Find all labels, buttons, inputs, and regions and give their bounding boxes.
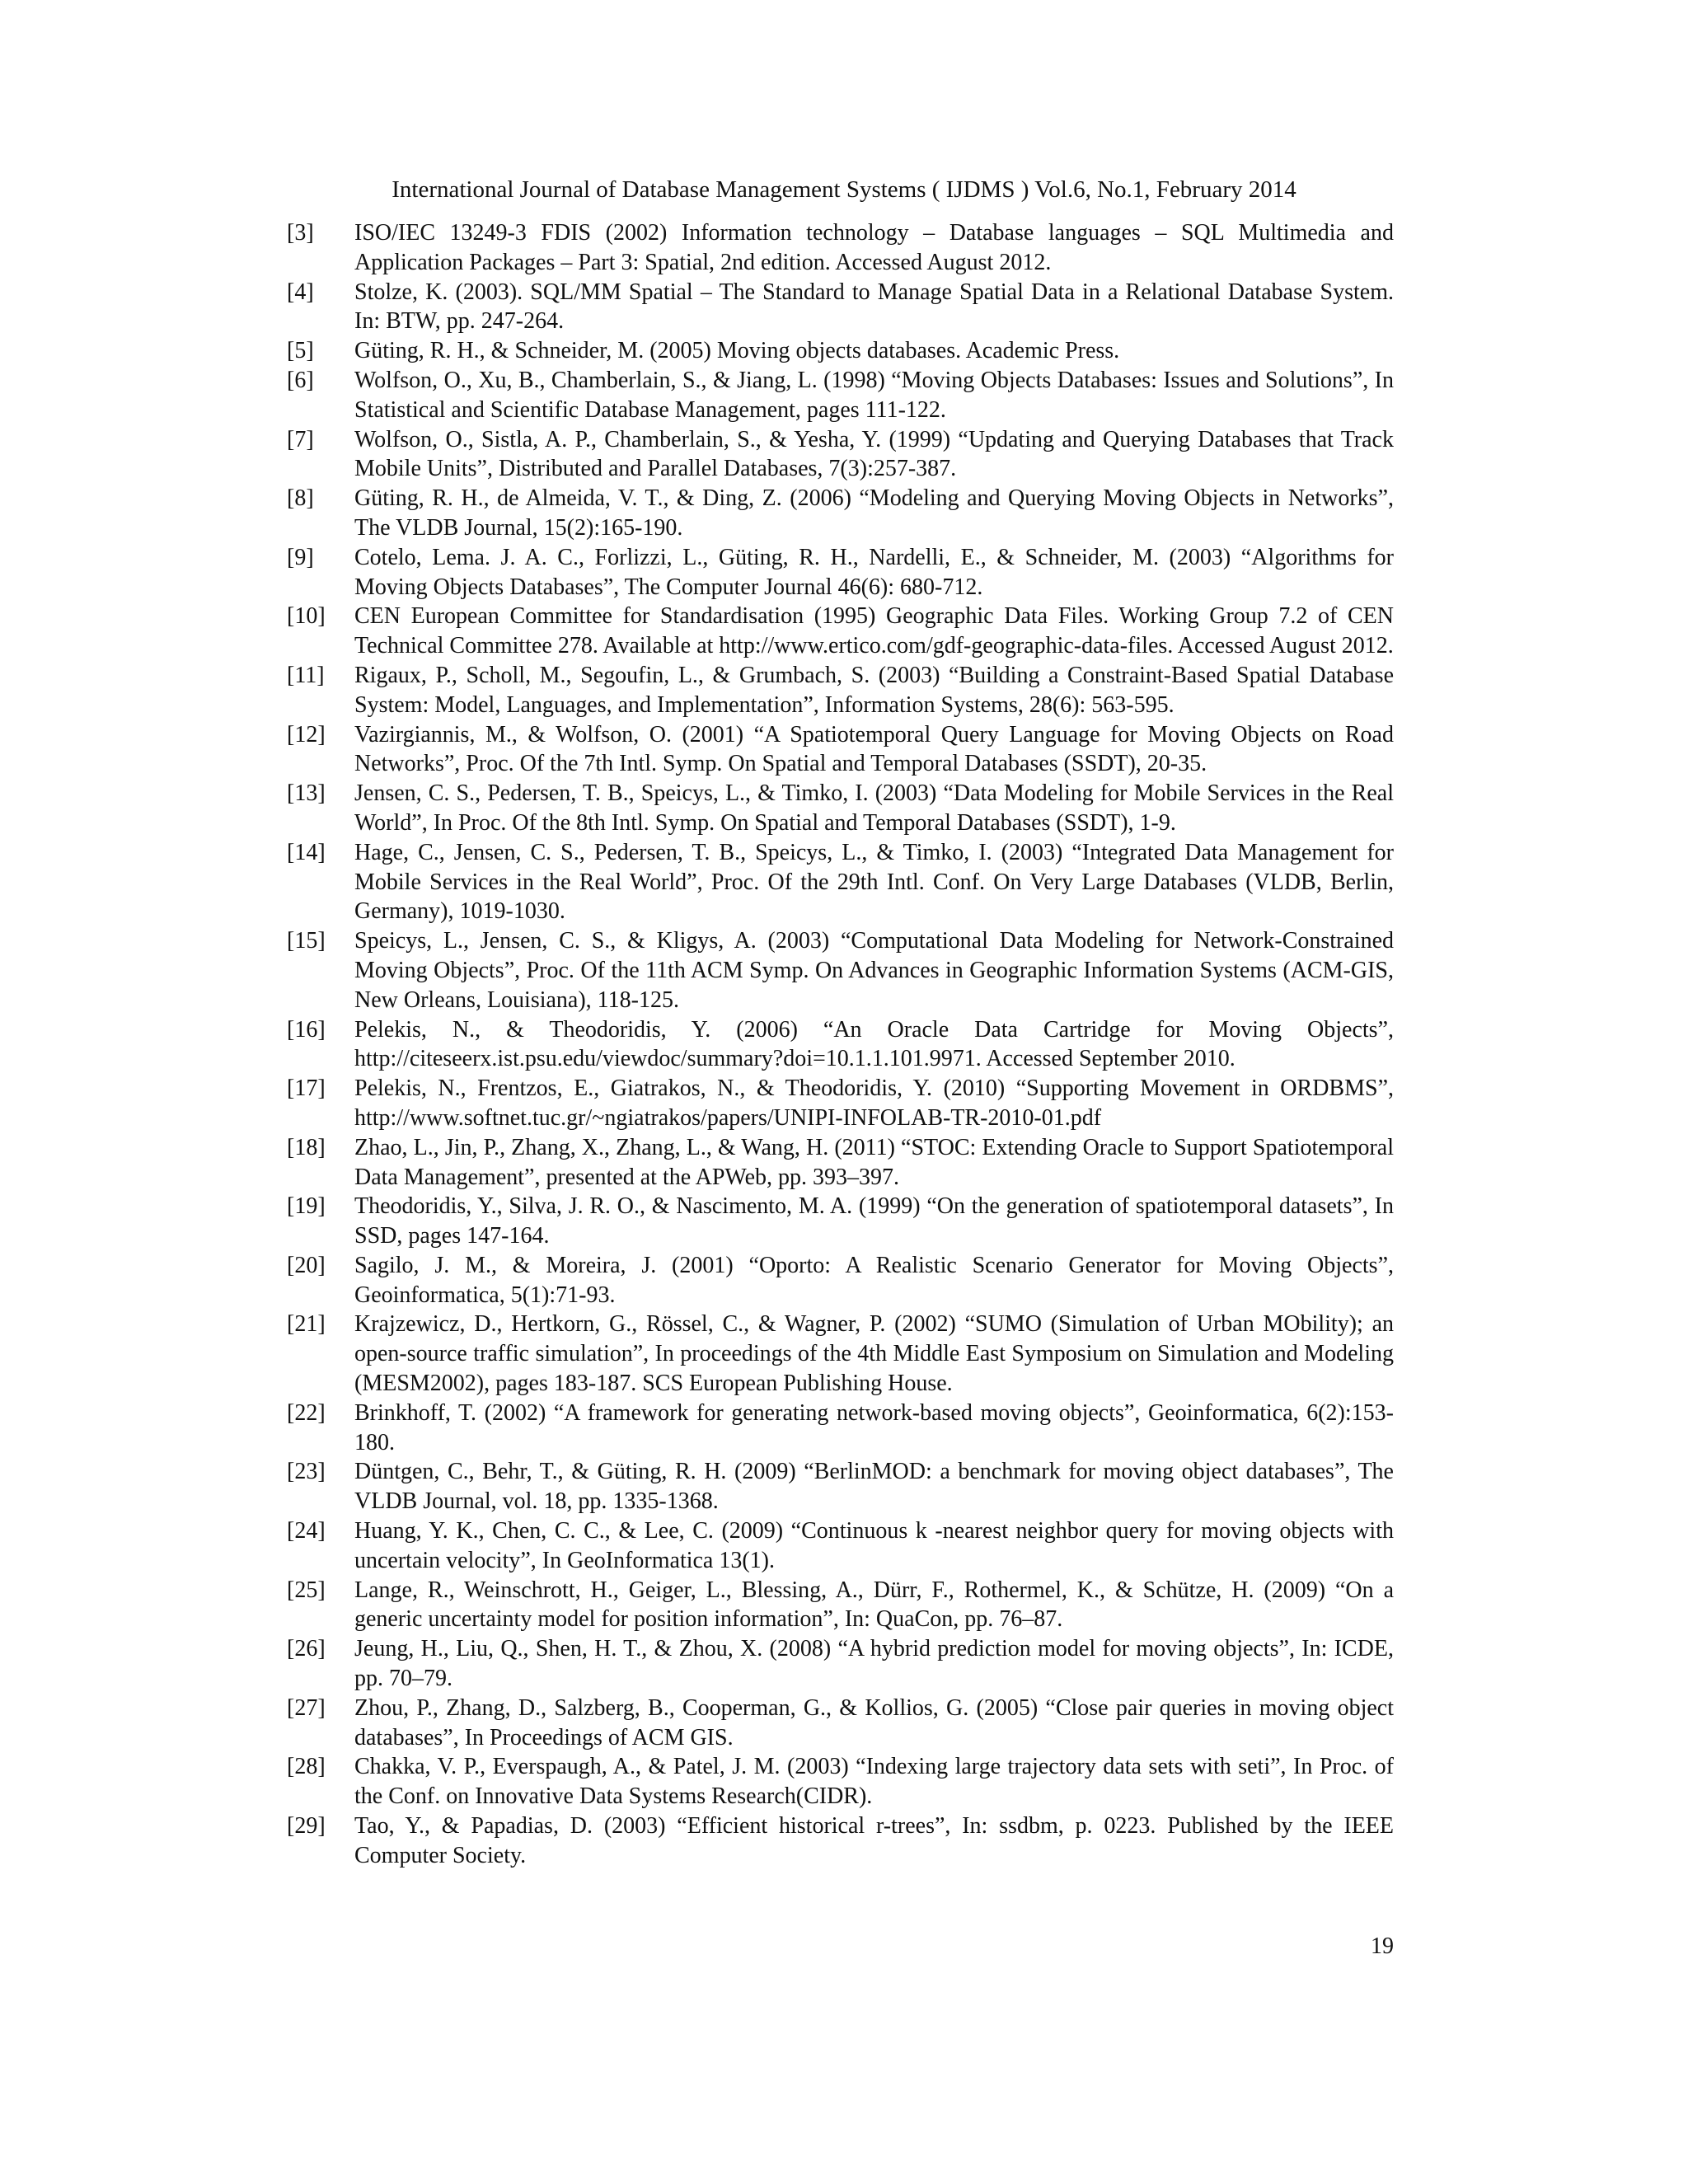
reference-item (287, 1399, 1394, 1458)
reference-text: Huang, Y. K., Chen, C. C., & Lee, C. (2009) “Continuous k -nearest neighbor query for moving objects with uncertain velocity”, In GeoInformatica 13(1). (354, 1518, 1394, 1573)
reference-number: [18] (287, 1134, 326, 1160)
reference-text: Rigaux, P., Scholl, M., Segoufin, L., & Grumbach, S. (2003) “Building a Constraint-Based Spatial Database System: Model, Languages, and Implementation”, Information Systems, 28(6): 563-595. (354, 662, 1394, 718)
reference-item (287, 926, 1394, 1015)
reference-item (287, 366, 1394, 425)
reference-item (287, 218, 1394, 278)
reference-text: Krajzewicz, D., Hertkorn, G., Rössel, C., & Wagner, P. (2002) “SUMO (Simulation of Urban MObility); an open-source traffic simulation”, In proceedings of the 4th Middle East Symposium on Simulation and Modeling (MESM2002), pages 183-187. SCS European Publishing House. (354, 1311, 1394, 1397)
reference-text: ISO/IEC 13249-3 FDIS (2002) Information technology – Database languages – SQL Multimedia and Application Packages – Part 3: Spatial, 2nd edition. Accessed August 2012. (354, 220, 1394, 275)
reference-item (287, 1192, 1394, 1251)
reference-number: [20] (287, 1252, 326, 1278)
reference-number: [5] (287, 338, 314, 364)
reference-item (287, 278, 1394, 337)
reference-text: Sagilo, J. M., & Moreira, J. (2001) “Oporto: A Realistic Scenario Generator for Moving Objects”, Geoinformatica, 5(1):71-93. (354, 1252, 1394, 1308)
reference-number: [7] (287, 426, 314, 452)
reference-number: [22] (287, 1399, 326, 1426)
reference-text: Pelekis, N., Frentzos, E., Giatrakos, N., & Theodoridis, Y. (2010) “Supporting Movement in ORDBMS”, http://www.softnet.tuc.gr/~ngiatrakos/papers/UNIPI-INFOLAB-TR-2010-01.pdf (354, 1076, 1394, 1131)
reference-text: Cotelo, Lema. J. A. C., Forlizzi, L., Güting, R. H., Nardelli, E., & Schneider, M. (2003) “Algorithms for Moving Objects Databases”, The Computer Journal 46(6): 680-712. (354, 544, 1394, 600)
reference-text: Güting, R. H., & Schneider, M. (2005) Moving objects databases. Academic Press. (354, 338, 1120, 364)
reference-item (287, 1251, 1394, 1310)
reference-number: [6] (287, 367, 314, 393)
reference-item (287, 602, 1394, 661)
reference-text: Tao, Y., & Papadias, D. (2003) “Efficient historical r-trees”, In: ssdbm, p. 0223. Published by the IEEE Computer Society. (354, 1813, 1394, 1868)
reference-text: Jeung, H., Liu, Q., Shen, H. T., & Zhou, X. (2008) “A hybrid prediction model for moving objects”, In: ICDE, pp. 70–79. (354, 1636, 1394, 1692)
reference-item (287, 1634, 1394, 1694)
reference-item (287, 1310, 1394, 1398)
reference-text: Zhou, P., Zhang, D., Salzberg, B., Cooperman, G., & Kollios, G. (2005) “Close pair queries in moving object databases”, In Proceedings of ACM GIS. (354, 1694, 1394, 1750)
reference-item (287, 484, 1394, 543)
reference-text: Theodoridis, Y., Silva, J. R. O., & Nascimento, M. A. (1999) “On the generation of spatiotemporal datasets”, In SSD, pages 147-164. (354, 1193, 1394, 1249)
reference-text: Düntgen, C., Behr, T., & Güting, R. H. (2009) “BerlinMOD: a benchmark for moving object databases”, The VLDB Journal, vol. 18, pp. 1335-1368. (354, 1459, 1394, 1515)
reference-number: [12] (287, 721, 326, 748)
reference-text: Lange, R., Weinschrott, H., Geiger, L., Blessing, A., Dürr, F., Rothermel, K., & Schütze, H. (2009) “On a generic uncertainty model for position information”, In: QuaCon, pp. 76–87. (354, 1577, 1394, 1633)
reference-text: Vazirgiannis, M., & Wolfson, O. (2001) “A Spatiotemporal Query Language for Moving Objects on Road Networks”, Proc. Of the 7th Intl. Symp. On Spatial and Temporal Databases (SSDT), 20-35. (354, 721, 1394, 777)
reference-text: Jensen, C. S., Pedersen, T. B., Speicys, L., & Timko, I. (2003) “Data Modeling for Mobile Services in the Real World”, In Proc. Of the 8th Intl. Symp. On Spatial and Temporal Databases (SSDT), 1-9. (354, 780, 1394, 836)
reference-text: Chakka, V. P., Everspaugh, A., & Patel, J. M. (2003) “Indexing large trajectory data sets with seti”, In Proc. of the Conf. on Innovative Data Systems Research(CIDR). (354, 1754, 1394, 1810)
reference-number: [21] (287, 1311, 326, 1338)
reference-text: Zhao, L., Jin, P., Zhang, X., Zhang, L., & Wang, H. (2011) “STOC: Extending Oracle to Support Spatiotemporal Data Management”, presented at the APWeb, pp. 393–397. (354, 1134, 1394, 1190)
reference-item (287, 336, 1394, 366)
reference-number: [3] (287, 220, 314, 246)
reference-number: [24] (287, 1518, 326, 1544)
reference-item (287, 838, 1394, 926)
reference-number: [29] (287, 1813, 326, 1840)
reference-number: [10] (287, 603, 326, 630)
reference-text: Speicys, L., Jensen, C. S., & Kligys, A. (2003) “Computational Data Modeling for Network-Constrained Moving Objects”, Proc. Of the 11th ACM Symp. On Advances in Geographic Information Systems (ACM-GIS, New Orleans, Louisiana), 118-125. (354, 928, 1394, 1013)
reference-item (287, 1811, 1394, 1871)
reference-text: Güting, R. H., de Almeida, V. T., & Ding, Z. (2006) “Modeling and Querying Moving Objects in Networks”, The VLDB Journal, 15(2):165-190. (354, 485, 1394, 541)
reference-number: [17] (287, 1076, 326, 1102)
reference-number: [23] (287, 1459, 326, 1485)
reference-text: Pelekis, N., & Theodoridis, Y. (2006) “An Oracle Data Cartridge for Moving Objects”, http://citeseerx.ist.psu.edu/viewdoc/summary?doi=10.1.1.101.9971. Accessed September 2010. (354, 1016, 1394, 1072)
reference-item (287, 1752, 1394, 1811)
reference-number: [27] (287, 1694, 326, 1721)
reference-item (287, 1133, 1394, 1193)
reference-number: [28] (287, 1754, 326, 1780)
reference-text: Hage, C., Jensen, C. S., Pedersen, T. B., Speicys, L., & Timko, I. (2003) “Integrated Data Management for Mobile Services in the Real World”, Proc. Of the 29th Intl. Conf. On Very Large Databases (VLDB, Berlin, Germany), 1019-1030. (354, 839, 1394, 925)
reference-item (287, 543, 1394, 602)
reference-item (287, 1074, 1394, 1133)
reference-item (287, 1015, 1394, 1075)
reference-item (287, 661, 1394, 720)
reference-number: [16] (287, 1016, 326, 1043)
reference-text: Stolze, K. (2003). SQL/MM Spatial – The Standard to Manage Spatial Data in a Relational Database System. In: BTW, pp. 247-264. (354, 279, 1394, 335)
reference-text: Wolfson, O., Xu, B., Chamberlain, S., & Jiang, L. (1998) “Moving Objects Databases: Issues and Solutions”, In Statistical and Scientific Database Management, pages 111-122. (354, 367, 1394, 423)
reference-number: [11] (287, 662, 325, 688)
reference-item (287, 425, 1394, 485)
reference-item (287, 779, 1394, 838)
reference-number: [25] (287, 1577, 326, 1603)
reference-number: [4] (287, 279, 314, 305)
reference-item (287, 1516, 1394, 1576)
reference-number: [26] (287, 1636, 326, 1662)
reference-number: [13] (287, 780, 326, 807)
reference-number: [19] (287, 1193, 326, 1220)
reference-number: [14] (287, 839, 326, 865)
running-header: International Journal of Database Management Systems ( IJDMS ) Vol.6, No.1, February 2014 (392, 176, 1296, 203)
reference-text: CEN European Committee for Standardisation (1995) Geographic Data Files. Working Group 7.2 of CEN Technical Committee 278. Available at http://www.ertico.com/gdf-geographic-data-files. Accessed August 2012. (354, 603, 1394, 659)
reference-item (287, 720, 1394, 780)
reference-item (287, 1576, 1394, 1635)
reference-item (287, 1457, 1394, 1516)
reference-item (287, 1694, 1394, 1753)
reference-number: [9] (287, 544, 314, 570)
page-number: 19 (1371, 1933, 1394, 1959)
reference-text: Brinkhoff, T. (2002) “A framework for generating network-based moving objects”, Geoinformatica, 6(2):153-180. (354, 1399, 1394, 1455)
reference-number: [15] (287, 928, 326, 954)
reference-number: [8] (287, 485, 314, 512)
reference-text: Wolfson, O., Sistla, A. P., Chamberlain, S., & Yesha, Y. (1999) “Updating and Querying Databases that Track Mobile Units”, Distributed and Parallel Databases, 7(3):257-387. (354, 426, 1394, 482)
reference-list (287, 218, 1394, 1871)
